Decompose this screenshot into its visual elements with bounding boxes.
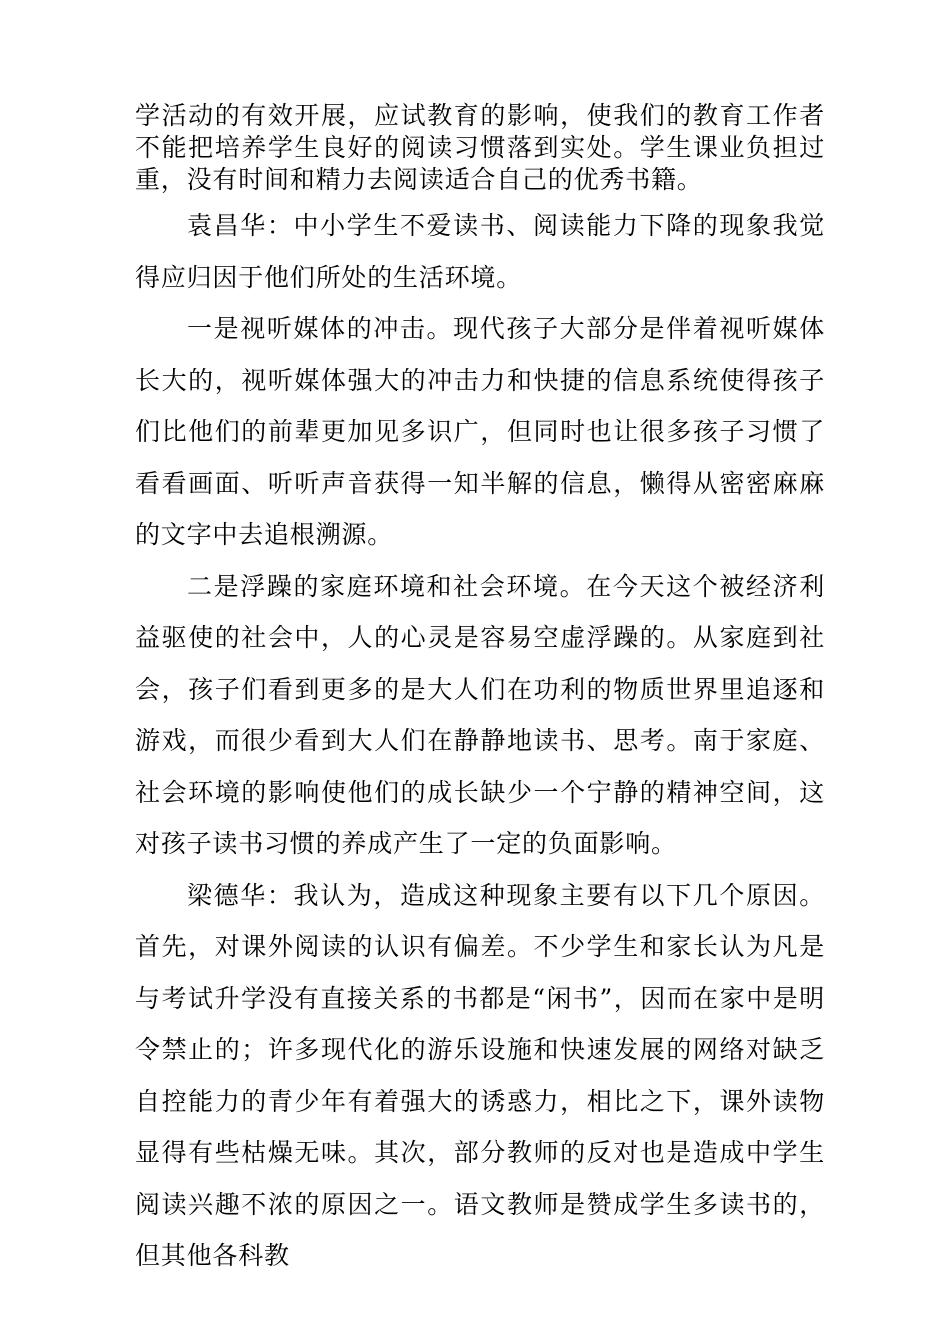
paragraph-environment: 二是浮躁的家庭环境和社会环境。在今天这个被经济利益驱使的社会中，人的心灵是容易空虚浮躁的。从家庭到社会，孩子们看到更多的是大人们在功利的物质世界里追逐和游戏，而很少看到大人们在静静地读书、思考。南于家庭、社会环境的影响使他们的成长缺少一个宁静的精神空间，这对孩子读书习惯的养成产生了一定的负面影响。: [135, 571, 825, 858]
paragraph-liang-dehua: 梁德华：我认为，造成这种现象主要有以下几个原因。首先，对课外阅读的认识有偏差。不少学生和家长认为凡是与考试升学没有直接关系的书都是“闲书”，因而在家中是明令禁止的；许多现代化的游乐设施和快速发展的网络对缺乏自控能力的青少年有着强大的诱惑力，相比之下，课外读物显得有些枯燥无味。其次，部分教师的反对也是造成中学生阅读兴趣不浓的原因之一。语文教师是赞成学生多读书的，但其他各科教: [135, 880, 825, 1270]
opening-paragraph: 学活动的有效开展，应试教育的影响，使我们的教育工作者不能把培养学生良好的阅读习惯落到实处。学生课业负担过重，没有时间和精力去阅读适合自己的优秀书籍。: [135, 101, 825, 194]
paragraph-yuan-changhua: 袁昌华：中小学生不爱读书、阅读能力下降的现象我觉得应归因于他们所处的生活环境。: [135, 211, 825, 292]
body-text: [135, 200, 825, 1282]
paragraph-media-impact: 一是视听媒体的冲击。现代孩子大部分是伴着视听媒体长大的，视听媒体强大的冲击力和快捷的信息系统使得孩子们比他们的前辈更加见多识广，但同时也让很多孩子习惯了看看画面、听听声音获得一知半解的信息，懒得从密密麻麻的文字中去追根溯源。: [135, 314, 825, 549]
